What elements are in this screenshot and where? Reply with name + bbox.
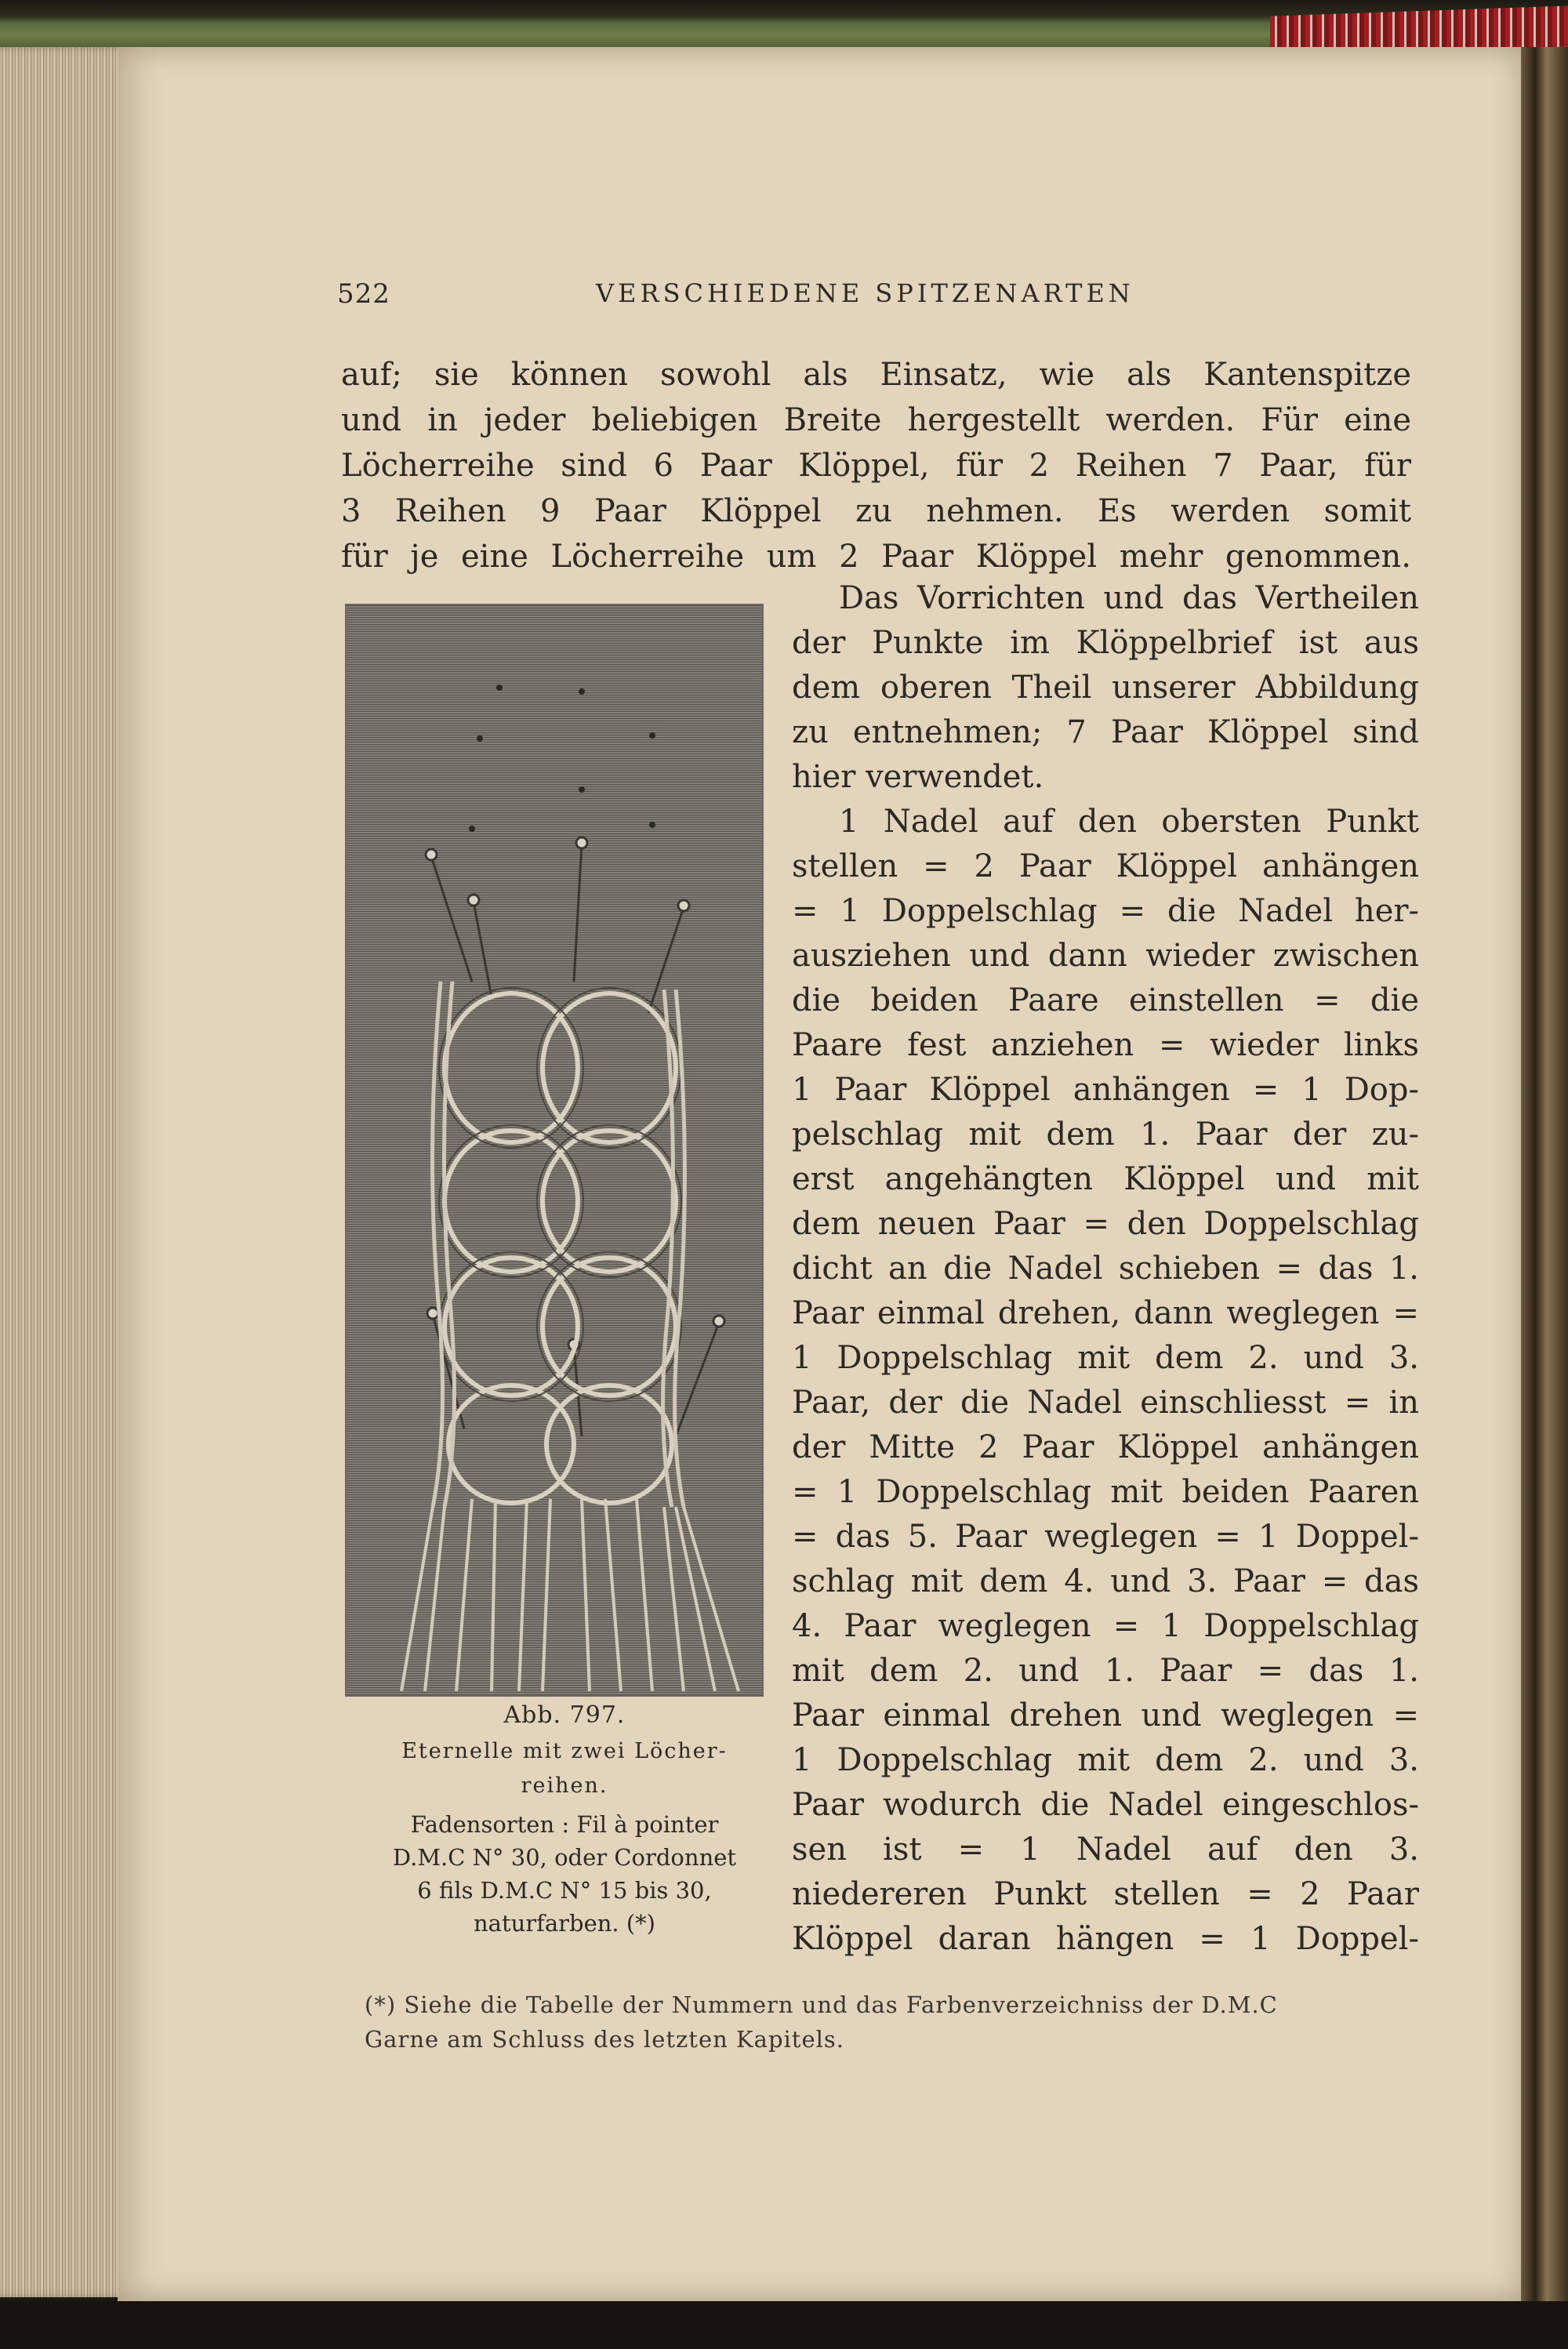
footnote-line: Garne am Schluss des letzten Kapitels. [365, 2026, 844, 2053]
text-line: = das 5. Paar weglegen = 1 Doppel- [792, 1519, 1419, 1555]
text-line: niedereren Punkt stellen = 2 Paar [792, 1876, 1419, 1912]
page-block-edge [0, 47, 133, 2297]
text-line: erst angehängten Klöppel und mit [792, 1161, 1419, 1197]
text-line: 3 Reihen 9 Paar Klöppel zu nehmen. Es werden somit [341, 493, 1411, 529]
thread-info-line: D.M.C N° 30, oder Cordonnet [392, 1844, 737, 1871]
text-line: sen ist = 1 Nadel auf den 3. [792, 1832, 1419, 1868]
text-line: der Mitte 2 Paar Klöppel anhängen [792, 1429, 1419, 1465]
figure-number: Abb. 797. [503, 1701, 626, 1729]
running-title: VERSCHIEDENE SPITZENARTEN [596, 278, 1134, 308]
text-line: = 1 Doppelschlag = die Nadel her- [792, 893, 1419, 929]
text-line: zu entnehmen; 7 Paar Klöppel sind [792, 714, 1419, 750]
text-line: Paar, der die Nadel einschliesst = in [792, 1385, 1419, 1421]
text-line: mit dem 2. und 1. Paar = das 1. [792, 1653, 1419, 1689]
text-line: ausziehen und dann wieder zwischen [792, 938, 1419, 974]
figure-title-line: Eternelle mit zwei Löcher- [401, 1739, 728, 1763]
running-head [337, 278, 1443, 318]
text-line: dem oberen Theil unserer Abbildung [792, 670, 1419, 706]
text-line: pelschlag mit dem 1. Paar der zu- [792, 1116, 1419, 1153]
text-line: 4. Paar weglegen = 1 Doppelschlag [792, 1608, 1419, 1644]
text-line: = 1 Doppelschlag mit beiden Paaren [792, 1474, 1419, 1510]
figure-title-line: reihen. [521, 1774, 608, 1798]
text-line: hier verwendet. [792, 759, 1044, 795]
binding-edge [1521, 47, 1568, 2301]
text-line: Klöppel daran hängen = 1 Doppel- [792, 1921, 1419, 1957]
bobbin-threads [401, 1499, 739, 1691]
lace-engraving [347, 605, 762, 1695]
thread-info-line: 6 fils D.M.C N° 15 bis 30, [417, 1877, 712, 1904]
lace-rings [445, 993, 676, 1503]
text-line: stellen = 2 Paar Klöppel anhängen [792, 848, 1419, 884]
text-line: und in jeder beliebigen Breite hergestellt werden. Für eine [341, 402, 1411, 438]
text-line: Paar einmal drehen und weglegen = [792, 1697, 1419, 1734]
figure-title [345, 1734, 784, 1803]
lace-illustration [345, 604, 764, 1697]
text-line: 1 Nadel auf den obersten Punkt [839, 804, 1419, 840]
text-line: 1 Doppelschlag mit dem 2. und 3. [792, 1742, 1419, 1778]
lace-ring-shadows [439, 988, 681, 1401]
footnote-line: (*) Siehe die Tabelle der Nummern und das Farbenverzeichniss der D.M.C [365, 1991, 1278, 2018]
text-line: der Punkte im Klöppelbrief ist aus [792, 625, 1419, 661]
thread-info-line: naturfarben. (*) [473, 1910, 655, 1937]
text-line: 1 Doppelschlag mit dem 2. und 3. [792, 1340, 1419, 1376]
pricking-dots [469, 684, 655, 832]
text-line: für je eine Löcherreihe um 2 Paar Klöppel mehr genommen. [341, 539, 1411, 575]
figure-thread-info [345, 1808, 784, 1940]
text-line: Paar wodurch die Nadel eingeschlos- [792, 1787, 1419, 1823]
text-line: schlag mit dem 4. und 3. Paar = das [792, 1563, 1419, 1599]
text-line: dicht an die Nadel schieben = das 1. [792, 1251, 1419, 1287]
text-line: die beiden Paare einstellen = die [792, 982, 1419, 1018]
page-number: 522 [337, 278, 390, 310]
thread-info-line: Fadensorten : Fil à pointer [410, 1811, 719, 1838]
text-line: Paar einmal drehen, dann weglegen = [792, 1295, 1419, 1331]
text-line: Das Vorrichten und das Vertheilen [839, 580, 1419, 616]
text-line: Paare fest anziehen = wieder links [792, 1027, 1419, 1063]
text-line: dem neuen Paar = den Doppelschlag [792, 1206, 1419, 1242]
footnote [365, 1988, 1435, 2057]
text-line: Löcherreihe sind 6 Paar Klöppel, für 2 Reihen 7 Paar, für [341, 448, 1411, 484]
bottom-shadow [0, 2301, 1568, 2349]
text-line: auf; sie können sowohl als Einsatz, wie als Kantenspitze [341, 357, 1411, 393]
text-line: 1 Paar Klöppel anhängen = 1 Dop- [792, 1072, 1419, 1108]
